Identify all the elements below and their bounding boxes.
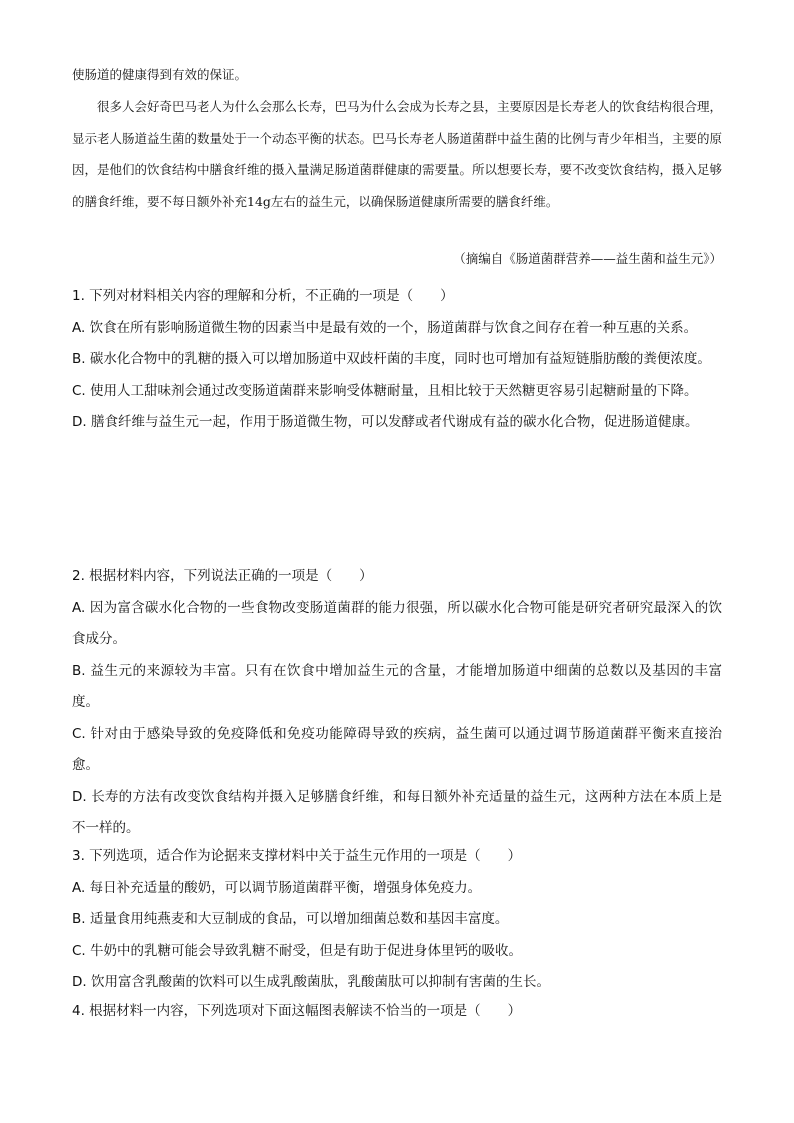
question-stem: 2. 根据材料内容，下列说法正确的一项是（ ） <box>72 568 373 584</box>
option-a: A. 每日补充适量的酸奶，可以调节肠道菌群平衡，增强身体免疫力。 <box>72 879 482 896</box>
passage-paragraph-1: 使肠道的健康得到有效的保证。 <box>72 67 248 82</box>
option-d: D. 长寿的方法有改变饮食结构并摄入足够膳食纤维，和每日额外补充适量的益生元，这两种方法在本质上是不一样的。 <box>72 788 722 836</box>
option-c: C. 针对由于感染导致的免疫降低和免疫功能障碍导致的疾病，益生菌可以通过调节肠道菌群平衡来直接治愈。 <box>72 725 722 773</box>
passage-source: （摘编自《肠道菌群营养——益生菌和益生元》） <box>453 251 722 266</box>
option-b: B. 适量食用纯燕麦和大豆制成的食品，可以增加细菌总数和基因丰富度。 <box>72 911 509 927</box>
option-b: B. 益生元的来源较为丰富。只有在饮食中增加益生元的含量，才能增加肠道中细菌的总数以及基因的丰富度。 <box>72 662 722 710</box>
question-stem: 4. 根据材料一内容，下列选项对下面这幅图表解读不恰当的一项是（ ） <box>72 1003 522 1019</box>
question-stem: 1. 下列对材料相关内容的理解和分析，不正确的一项是（ ） <box>72 288 454 304</box>
option-b: B. 碳水化合物中的乳糖的摄入可以增加肠道中双歧杆菌的丰度，同时也可增加有益短链脂肪酸的粪便浓度。 <box>72 351 711 367</box>
question-2 <box>72 561 722 845</box>
option-d: D. 饮用富含乳酸菌的饮料可以生成乳酸菌肽，乳酸菌肽可以抑制有害菌的生长。 <box>72 974 550 990</box>
question-1 <box>72 281 722 439</box>
option-c: C. 牛奶中的乳糖可能会导致乳糖不耐受，但是有助于促进身体里钙的吸收。 <box>72 942 523 959</box>
option-a: A. 饮食在所有影响肠道微生物的因素当中是最有效的一个，肠道菌群与饮食之间存在着一种互惠的关系。 <box>72 319 698 336</box>
question-stem: 3. 下列选项，适合作为论据来支撑材料中关于益生元作用的一项是（ ） <box>72 848 522 864</box>
option-c: C. 使用人工甜味剂会通过改变肠道菌群来影响受体糖耐量，且相比较于天然糖更容易引起糖耐量的下降。 <box>72 382 698 399</box>
question-3 <box>72 841 722 999</box>
option-d: D. 膳食纤维与益生元一起，作用于肠道微生物，可以发酵或者代谢成有益的碳水化合物，促进肠道健康。 <box>72 414 699 430</box>
option-a: A. 因为富含碳水化合物的一些食物改变肠道菌群的能力很强，所以碳水化合物可能是研究者研究最深入的饮食成分。 <box>72 599 722 647</box>
question-4 <box>72 996 722 1028</box>
passage-paragraph-2: 很多人会好奇巴马老人为什么会那么长寿，巴马为什么会成为长寿之县，主要原因是长寿老人的饮食结构很合理，显示老人肠道益生菌的数量处于一个动态平衡的状态。巴马长寿老人肠道菌群中益生菌的比例与青少年相当，主要的原因，是他们的饮食结构中膳食纤维的摄入量满足肠道菌群健康的需要量。所以想要长寿，要不改变饮食结构，摄入足够的膳食纤维，要不每日额外补充14g左右的益生元，以确保肠道健康所需要的膳食纤维。 <box>72 99 723 209</box>
